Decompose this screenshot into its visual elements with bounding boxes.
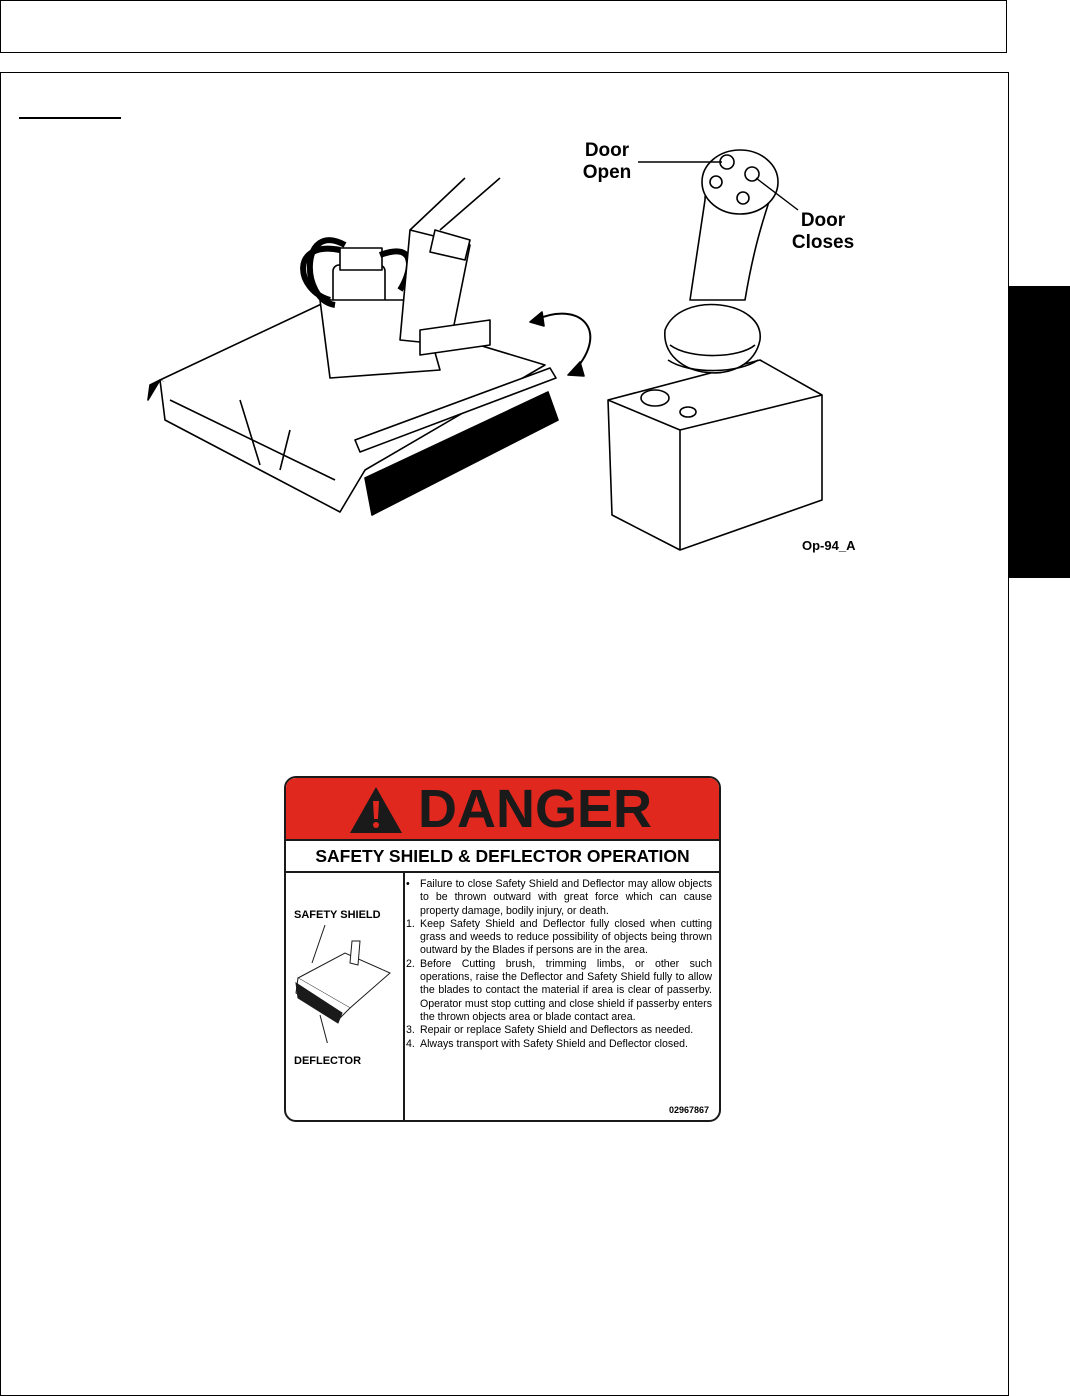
door-open-button [720, 155, 734, 169]
instruction-item: 1. Keep Safety Shield and Deflector fully closed when cutting grass and weeds to reduce possibility of objects being thrown outward by the Blades if persons are in the area. [406, 917, 712, 957]
section-tab-marker [1009, 286, 1070, 578]
joystick-base [608, 360, 822, 550]
instruction-item: 3. Repair or replace Safety Shield and Deflectors as needed. [406, 1024, 694, 1037]
danger-signal-word: DANGER [418, 779, 653, 839]
warning-triangle-icon [348, 785, 404, 835]
door-closes-callout: Door Closes [791, 210, 855, 253]
decal-part-number: 02967867 [668, 1105, 709, 1115]
instruction-item: 2. Before Cutting brush, trimming limbs, or other such operations, raise the Deflector and Safety Shield fully to allow the blades to contact the material if area is clear of passerby. Operator must stop cutting and close shield if passerby enters the thrown objects area or blade contact area. [406, 957, 712, 1023]
mower-joystick-illustration [0, 130, 1009, 570]
decal-pictogram-panel [286, 873, 405, 1122]
label-deflector: DEFLECTOR [294, 1055, 362, 1067]
mower-pictogram [290, 923, 400, 1043]
door-open-callout: Door Open [582, 140, 632, 183]
danger-banner [286, 778, 719, 841]
danger-decal [284, 776, 721, 1122]
joystick-boot [665, 305, 760, 373]
page-header-frame [0, 0, 1007, 53]
instruction-item: 4. Always transport with Safety Shield and Deflector closed. [406, 1037, 688, 1050]
decal-subtitle: SAFETY SHIELD & DEFLECTOR OPERATION [286, 841, 719, 873]
instruction-item: • Failure to close Safety Shield and Deflector may allow objects to be thrown outward with great force which can cause property damage, bodily injury, or death. [406, 878, 712, 917]
decal-instructions [406, 878, 712, 1051]
figure-id: Op-94_A [802, 538, 856, 553]
heading-underline [19, 117, 121, 119]
label-safety-shield: SAFETY SHIELD [294, 909, 381, 921]
